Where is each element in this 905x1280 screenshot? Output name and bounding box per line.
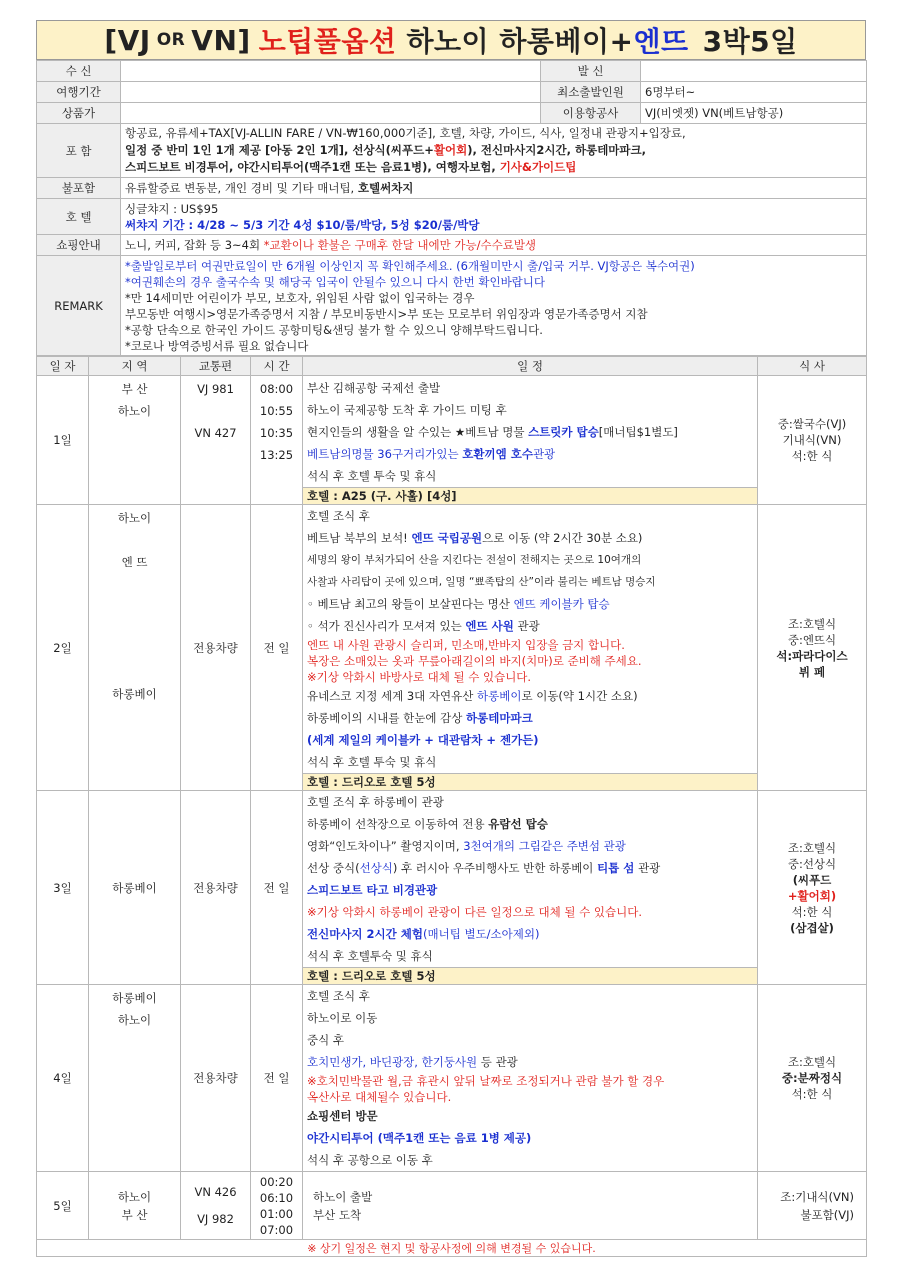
schedule-line: 현지인들의 생활을 알 수있는 ★베트남 명물: [307, 425, 529, 439]
schedule-line: 사찰과 사리탑이 곳에 있으며, 일명 “뾰족탑의 산”이라 불리는 베트남 명승지: [307, 576, 656, 588]
schedule-line: 베트남 북부의 보석!: [307, 531, 412, 545]
title-or: OR: [156, 30, 186, 50]
day-3-schedule: [303, 791, 758, 968]
time-value: 08:00: [259, 382, 294, 396]
title-duration: 3박5일: [702, 25, 798, 58]
exclude-label: 불포함: [37, 178, 121, 199]
hoan-kiem-highlight: 호환끼엠 호수: [462, 447, 533, 461]
day-5-meal: [758, 1172, 867, 1240]
shopping-label: 쇼핑안내: [37, 235, 121, 256]
include-value: [121, 124, 867, 178]
itinerary-page: [36, 20, 866, 1257]
title-no-tip: 노팁풀옵션: [258, 25, 397, 58]
schedule-line: ◦ 석가 진신사리가 모셔져 있는: [307, 619, 466, 633]
day-5-row: [37, 1172, 867, 1240]
col-itinerary: 일 정: [303, 357, 758, 376]
massage-note: (매너팁 별도/소아제외): [423, 927, 540, 941]
schedule-line: 석식 후 호텔 투숙 및 휴식: [307, 469, 437, 483]
send-label: 발 신: [541, 61, 641, 82]
time-value: 06:10: [259, 1190, 294, 1205]
day-4-schedule: [303, 985, 758, 1172]
exclude-value: [121, 178, 867, 199]
day-1-label: 1일: [37, 376, 89, 505]
day-1-time: [251, 376, 303, 505]
day-2-label: 2일: [37, 505, 89, 791]
day-1-region: [89, 376, 181, 505]
day-2-hotel: 호텔 : 드리오로 호텔 5성: [303, 774, 758, 791]
meal-item: 석:한 식: [791, 449, 833, 463]
flight-number: VJ 982: [197, 1211, 234, 1226]
remark-item: *공항 단속으로 한국인 가이드 공항미팅&샌딩 불가 할 수 있으니 양해부탁드립니다.: [125, 322, 543, 337]
day-2-time: 전 일: [251, 505, 303, 791]
region-name: 하노이: [117, 1013, 152, 1027]
day-1-schedule: [303, 376, 758, 488]
day-3-row: [37, 791, 867, 968]
send-value: [641, 61, 867, 82]
schedule-line: 유네스코 지정 세계 3대 자연유산: [307, 689, 478, 703]
titop-highlight: 티톱 섬: [597, 861, 635, 875]
remark-item: *만 14세미만 어린이가 부모, 보호자, 위임된 사람 없이 입국하는 경우: [125, 290, 475, 305]
schedule-line-end: 관광: [513, 619, 540, 633]
time-value: 13:25: [259, 448, 294, 462]
min-travelers-value: 6명부터~: [641, 82, 867, 103]
day-5-region: [89, 1172, 181, 1240]
schedule-line: 하롱베이의 시내를 한눈에 감상: [307, 711, 467, 725]
region-name: 하노이: [117, 511, 152, 525]
flight-number: VN 426: [194, 1184, 237, 1199]
shopping-value: [121, 235, 867, 256]
title-hanoi-halong: 하노이 하롱베이+: [406, 25, 634, 58]
receive-value: [121, 61, 541, 82]
schedule-line: 하노이로 이동: [307, 1011, 378, 1025]
schedule-line: 석식 후 호텔 투숙 및 휴식: [307, 755, 437, 769]
title-vn: VN]: [191, 23, 251, 57]
single-charge: 싱글챠지 : US$95: [125, 201, 219, 216]
schedule-line: 중식 후: [307, 1033, 344, 1047]
schedule-line-end: 으로 이동 (약 2시간 30분 소요): [482, 531, 643, 545]
include-line-2: 일정 중 반미 1인 1개 제공 [아동 2인 1개], 선상식(씨푸드+: [125, 143, 434, 157]
region-name: 하롱베이: [112, 687, 157, 701]
day-2-region: [89, 505, 181, 791]
region-name: 하롱베이: [112, 991, 157, 1005]
schedule-line: 호텔 조식 후: [307, 989, 370, 1003]
museum-closure-note: 옥산사로 대체될수 있습니다.: [307, 1090, 452, 1104]
meal-item: 중:엔뜨식: [787, 632, 837, 647]
meal-item: +활어회): [787, 888, 837, 903]
day-1-meal: [758, 376, 867, 505]
meal-item: 중:선상식: [787, 856, 837, 871]
title-yentu: 엔뜨: [633, 25, 689, 58]
hotel-label: 호 텔: [37, 199, 121, 235]
schedule-line: 베트남의명물 36구거리가있는: [307, 447, 463, 461]
airline-value: VJ(비엣젯) VN(베트남항공): [641, 103, 867, 124]
min-travelers-label: 최소출발인원: [541, 82, 641, 103]
price-label: 상품가: [37, 103, 121, 124]
day-3-meal: [758, 791, 867, 985]
include-guide-tip: 기사&가이드팁: [499, 160, 577, 174]
day-3-label: 3일: [37, 791, 89, 985]
col-transport: 교통편: [181, 357, 251, 376]
museum-closure-note: ※호치민박물관 월,금 휴관시 앞뒤 날짜로 조정되거나 관람 불가 할 경우: [307, 1074, 665, 1088]
schedule-line: 석식 후 공항으로 이동 후: [307, 1153, 433, 1167]
schedule-line-end: 등 관광: [477, 1055, 518, 1069]
meal-item: 기내식(VN): [782, 433, 842, 447]
schedule-line: ◦ 베트남 최고의 왕들이 보살핀다는 명산: [307, 597, 514, 611]
time-value: 07:00: [259, 1222, 294, 1237]
remark-item: 부모동반 여행시>영문가족증명서 지참 / 부모비동반시>부 또는 모로부터 위임장과 영문가족증명서 지참: [125, 306, 648, 321]
remark-list: [121, 256, 867, 356]
schedule-line: 호텔 조식 후 하롱베이 관광: [307, 795, 444, 809]
yentu-park-highlight: 엔뜨 국립공원: [411, 531, 483, 545]
manner-tip-note: [매너팁$1별도]: [598, 425, 678, 439]
remark-item: *출발일로부터 여권만료일이 만 6개월 이상인지 꼭 확인해주세요. (6개월미만시 출/입국 거부. VJ항공은 복수여권): [125, 258, 695, 273]
remark-label: REMARK: [37, 256, 121, 356]
page-title: [36, 20, 866, 60]
islands-highlight: 3천여개의 그림같은 주변섬 관광: [463, 839, 626, 853]
schedule-line: 호텔 조식 후: [307, 509, 370, 523]
onboard-meal-highlight: 선상식: [359, 861, 393, 875]
shopping-visit: 쇼핑센터 방문: [307, 1109, 378, 1123]
dress-code-warning: 복장은 소매있는 옷과 무릎아래길이의 바지(치마)로 준비해 주세요.: [307, 654, 642, 668]
meal-item: 조:기내식(VN): [780, 1189, 854, 1204]
yentu-temple-highlight: 엔뜨 사원: [465, 619, 514, 633]
day-4-time: 전 일: [251, 985, 303, 1172]
include-live-fish: 활어회: [433, 143, 468, 157]
shopping-items: 노니, 커피, 잡화 등 3~4회: [125, 238, 264, 252]
title-vj: [VJ: [104, 23, 151, 57]
day-2-schedule: [303, 505, 758, 774]
meal-item: 석:한 식: [791, 1087, 833, 1101]
meal-item: 조:호텔식: [787, 616, 837, 631]
schedule-line: 하노이 국제공항 도착 후 가이드 미팅 후: [307, 403, 507, 417]
day-5-time: [251, 1172, 303, 1240]
schedule-line-end: 관광: [634, 861, 661, 875]
meal-item: 조:호텔식: [787, 840, 837, 855]
schedule-line-end: 로 이동(약 1시간 소요): [521, 689, 638, 703]
receive-label: 수 신: [37, 61, 121, 82]
schedule-line: 하롱베이 선착장으로 이동하여 전용: [307, 817, 489, 831]
include-line-3: 스피드보트 비경투어, 야간시티투어(맥주1캔 또는 음료1병), 여행자보험,: [125, 160, 500, 174]
col-time: 시 간: [251, 357, 303, 376]
include-line-2-end: ), 전신마사지2시간, 하롱테마파크,: [467, 143, 647, 157]
day-5-schedule: [303, 1172, 758, 1240]
period-label: 여행기간: [37, 82, 121, 103]
flight-number: VN 427: [194, 426, 237, 440]
schedule-line: 영화“인도차이나” 촬영지이며,: [307, 839, 464, 853]
region-name: 엔 뜨: [121, 555, 148, 569]
schedule-line: 세명의 왕이 부처가되어 산을 지킨다는 전설이 전해지는 곳으로 10여개의: [307, 554, 642, 566]
day-4-transport: 전용차량: [181, 985, 251, 1172]
remark-item: *코로나 방역증빙서류 필요 없습니다: [125, 338, 309, 353]
schedule-table: [36, 356, 867, 1257]
airline-label: 이용항공사: [541, 103, 641, 124]
hotel-info: [121, 199, 867, 235]
cable-car-highlight: 엔뜨 케이블카 탑승: [513, 597, 610, 611]
day-4-region: [89, 985, 181, 1172]
day-4-row: [37, 985, 867, 1172]
col-region: 지 역: [89, 357, 181, 376]
day-1-row: [37, 376, 867, 488]
info-table: [36, 60, 867, 356]
shopping-refund-note: *교환이나 환불은 구매후 한달 내에만 가능/수수료발생: [263, 238, 537, 252]
meal-item: (삼겹살): [790, 920, 834, 935]
day-2-meal: [758, 505, 867, 791]
day-3-transport: 전용차량: [181, 791, 251, 985]
period-value: [121, 82, 541, 103]
meal-item: 석:한 식: [791, 904, 833, 919]
theme-park-detail: (세계 제일의 케이블카 + 대관람차 + 젠가든): [307, 733, 539, 747]
region-name: 부 산: [121, 382, 148, 396]
day-3-time: 전 일: [251, 791, 303, 985]
schedule-line: 하노이 출발: [313, 1189, 373, 1204]
include-line-1: 항공료, 유류세+TAX[VJ-ALLIN FARE / VN-₩160,000기준], 호텔, 차량, 가이드, 식사, 일정내 관광지+입장료,: [125, 126, 686, 140]
exclude-hotel-surcharge: 호텔써차지: [357, 181, 414, 195]
massage-highlight: 전신마사지 2시간 체험: [307, 927, 423, 941]
day-2-transport: 전용차량: [181, 505, 251, 791]
schedule-line: 부산 도착: [313, 1207, 362, 1222]
weather-warning: ※기상 악화시 하롱베이 관광이 다른 일정으로 대체 될 수 있습니다.: [307, 905, 643, 919]
schedule-line: 석식 후 호텔투숙 및 휴식: [307, 949, 433, 963]
time-value: 10:55: [259, 404, 294, 418]
region-name: 부 산: [121, 1207, 148, 1222]
day-1-transport: [181, 376, 251, 505]
street-car-highlight: 스트릿카 탑승: [528, 425, 599, 439]
day-4-label: 4일: [37, 985, 89, 1172]
theme-park-highlight: 하롱테마파크: [466, 711, 533, 725]
meal-item: 중:쌀국수(VJ): [777, 417, 847, 431]
col-meal: 식 사: [758, 357, 867, 376]
footer-note: ※ 상기 일정은 현지 및 항공사정에 의해 변경될 수 있습니다.: [37, 1240, 867, 1257]
col-day: 일 자: [37, 357, 89, 376]
schedule-line: 부산 김해공항 국제선 출발: [307, 381, 441, 395]
include-label: 포 함: [37, 124, 121, 178]
halong-highlight: 하롱베이: [477, 689, 522, 703]
day-4-meal: [758, 985, 867, 1172]
meal-item: 중:분짜정식: [781, 1071, 843, 1085]
day-3-region: 하롱베이: [89, 791, 181, 985]
flight-number: VJ 981: [197, 382, 234, 396]
meal-item: (씨푸드: [792, 872, 832, 887]
meal-item: 불포함(VJ): [800, 1207, 854, 1222]
day-5-label: 5일: [37, 1172, 89, 1240]
night-tour-highlight: 야간시티투어 (맥주1캔 또는 음료 1병 제공): [307, 1131, 532, 1145]
weather-warning: ※기상 악화시 바방사로 대체 될 수 있습니다.: [307, 670, 532, 684]
region-name: 하노이: [117, 1189, 152, 1204]
meal-item: 조:호텔식: [787, 1055, 837, 1069]
schedule-line: ) 후 러시아 우주비행사도 반한 하롱베이: [392, 861, 598, 875]
day-2-row: [37, 505, 867, 774]
dress-code-warning: 엔뜨 내 사원 관광시 슬리퍼, 민소매,반바지 입장을 금지 합니다.: [307, 638, 625, 652]
time-value: 01:00: [259, 1206, 294, 1221]
remark-item: *여권훼손의 경우 출국수속 및 해당국 입국이 안될수 있으니 다시 한번 확인바랍니다: [125, 274, 546, 289]
time-value: 00:20: [259, 1174, 294, 1189]
surcharge-period: 써챠지 기간 : 4/28 ~ 5/3 기간 4성 $10/룸/박당, 5성 $20/룸/박당: [125, 217, 480, 232]
day-5-transport: [181, 1172, 251, 1240]
region-name: 하노이: [117, 404, 152, 418]
schedule-line-end: 관광: [532, 447, 556, 461]
speedboat-highlight: 스피드보트 타고 비경관광: [307, 883, 438, 897]
cruise-highlight: 유람선 탑승: [488, 817, 548, 831]
time-value: 10:35: [259, 426, 294, 440]
day-3-hotel: 호텔 : 드리오로 호텔 5성: [303, 968, 758, 985]
hochiminh-sites-highlight: 호치민생가, 바딘광장, 한기둥사원: [307, 1055, 478, 1069]
schedule-line: 선상 중식(: [307, 861, 360, 875]
meal-item: 뷔 페: [798, 664, 826, 679]
day-1-hotel: 호텔 : A25 (구. 사훌) [4성]: [303, 488, 758, 505]
meal-item: 석:파라다이스: [776, 648, 848, 663]
price-value: [121, 103, 541, 124]
exclude-text: 유류할증료 변동분, 개인 경비 및 기타 매너팁,: [125, 181, 358, 195]
